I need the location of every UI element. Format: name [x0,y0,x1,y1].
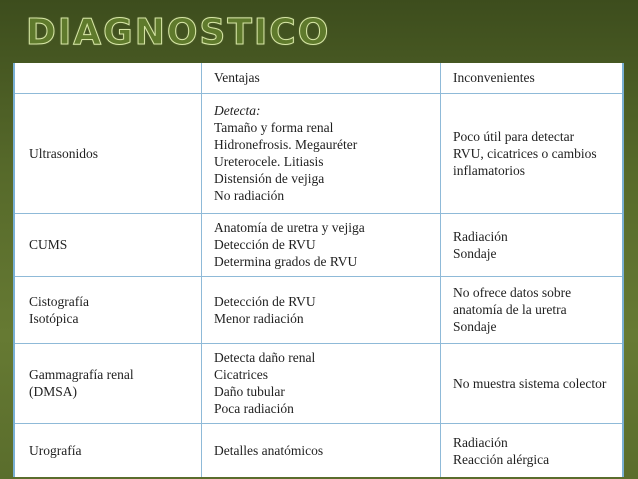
ventajas-cell [202,93,441,213]
table-row [15,277,622,343]
method-cell [15,93,202,213]
inconvenientes-cell [441,277,623,343]
inconvenientes-cell [441,93,623,213]
header-cell-inconvenientes: Inconvenientes [441,63,623,93]
comparison-table [13,63,624,477]
inconvenientes-line: anatomía de la uretra [453,302,567,318]
table-row [15,93,622,213]
method-line: Isotópica [29,310,79,326]
ventajas-line: Hidronefrosis. Megauréter [214,137,358,153]
inconvenientes-line: No muestra sistema colector [453,375,607,391]
method-cell [15,277,202,343]
method-line: Gammagrafía renal [29,367,134,383]
method-line: Cistografía [29,293,89,309]
ventajas-line: Poca radiación [214,401,294,417]
table-header-row [15,63,622,93]
method-cell [15,424,202,477]
ventajas-line: Daño tubular [214,384,285,400]
inconvenientes-cell [441,343,623,424]
inconvenientes-line: Reacción alérgica [453,451,550,467]
ventajas-cell [202,343,441,424]
ventajas-line: Detección de RVU [214,293,316,309]
inconvenientes-cell [441,213,623,276]
inconvenientes-line: inflamatorios [453,162,525,178]
ventajas-line: Cicatrices [214,367,268,383]
header-cell-ventajas: Ventajas [202,63,441,93]
ventajas-line: No radiación [214,188,285,204]
table-row [15,424,622,477]
inconvenientes-line: Poco útil para detectar [453,128,575,144]
inconvenientes-line: RVU, cicatrices o cambios [453,145,597,161]
ventajas-line: Ureterocele. Litiasis [214,154,324,170]
table-row [15,343,622,424]
ventajas-cell [202,277,441,343]
inconvenientes-line: Radiación [453,434,508,450]
slide-title: DIAGNOSTICO [26,12,331,53]
inconvenientes-line: No ofrece datos sobre [453,285,572,301]
inconvenientes-line: Radiación [453,228,508,244]
ventajas-line: Anatomía de uretra y vejiga [214,220,365,236]
table-row [15,213,622,276]
method-line: CUMS [29,237,68,253]
ventajas-line: Detalles anatómicos [214,443,324,459]
ventajas-cell [202,213,441,276]
ventajas-line: Determina grados de RVU [214,254,358,270]
ventajas-line: Tamaño y forma renal [214,120,334,136]
ventajas-line: Detecta daño renal [214,350,316,366]
ventajas-cell [202,424,441,477]
method-cell [15,343,202,424]
ventajas-line: Menor radiación [214,310,304,326]
method-line: Urografía [29,443,82,459]
ventajas-line: Distensión de vejiga [214,171,325,187]
ventajas-line: Detecta: [214,103,261,119]
inconvenientes-line: Sondaje [453,319,497,335]
method-line: Ultrasonidos [29,145,98,161]
inconvenientes-line: Sondaje [453,245,497,261]
ventajas-line: Detección de RVU [214,237,316,253]
method-cell [15,213,202,276]
inconvenientes-cell [441,424,623,477]
header-cell-method [15,63,202,93]
method-line: (DMSA) [29,384,78,400]
